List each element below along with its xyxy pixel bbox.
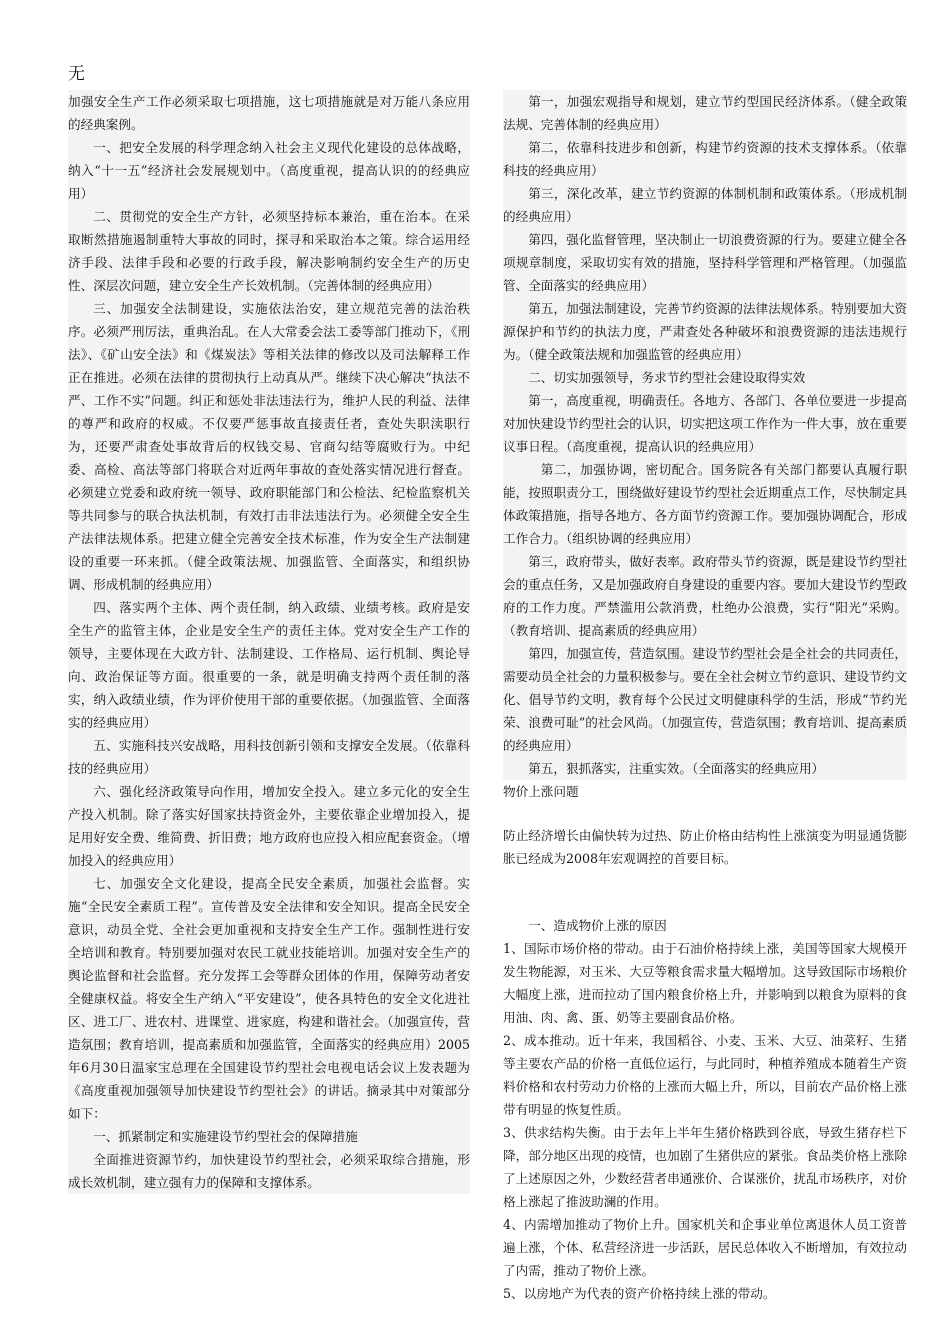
- list-item: 5、以房地产为代表的资产价格持续上涨的带动。: [503, 1286, 776, 1301]
- paragraph: 六、强化经济政策导向作用，增加安全投入。建立多元化的安全生产投入机制。除了落实好国家扶持资金外，主要依靠企业增加投入，提足用好安全费、维简费、折旧费；地方政府也应投入相应配套资金。（增加投入的经典应用）: [68, 784, 470, 868]
- paragraph: 全面推进资源节约，加快建设节约型社会，必须采取综合措施，形成长效机制，建立强有力的保障和支撑体系。: [68, 1152, 470, 1190]
- paragraph: 第四，强化监督管理，坚决制止一切浪费资源的行为。要建立健全各项规章制度，采取切实有效的措施，坚持科学管理和严格管理。（加强监管、全面落实的经典应用）: [503, 232, 907, 293]
- paragraph: 第五，狠抓落实，注重实效。（全面落实的经典应用）: [528, 761, 825, 776]
- paragraph: 防止经济增长由偏快转为过热、防止价格由结构性上涨演变为明显通货膨胀已经成为2008年宏观调控的首要目标。: [503, 828, 907, 866]
- list-item: 3、供求结构失衡。由于去年上半年生猪价格跌到谷底，导致生猪存栏下降，部分地区出现的疫情，也加剧了生猪供应的紧张。食品类价格上涨除了上述原因之外，少数经营者串通涨价、合谋涨价，扰乱市场秩序，对价格上涨起了推波助澜的作用。: [503, 1125, 907, 1209]
- paragraph: 加强安全生产工作必须采取七项措施，这七项措施就是对万能八条应用的经典案例。: [68, 94, 470, 132]
- paragraph: 一、把安全发展的科学理念纳入社会主义现代化建设的总体战略，纳入“十一五”经济社会发展规划中。（高度重视，提高认识的的经典应用）: [68, 140, 470, 201]
- document-title: 无: [68, 64, 85, 84]
- list-item: 2、成本推动。近十年来，我国稻谷、小麦、玉米、大豆、油菜籽、生猪等主要农产品的价格一直低位运行，与此同时，种植养殖成本随着生产资料价格和农村劳动力价格的上涨而大幅上升，所以，目前农产品价格上涨带有明显的恢复性质。: [503, 1033, 907, 1117]
- paragraph: 第三，深化改革，建立节约资源的体制机制和政策体系。（形成机制的经典应用）: [503, 186, 907, 224]
- heading-price-rise: 物价上涨问题: [503, 784, 579, 799]
- paragraph: 第五，加强法制建设，完善节约资源的法律法规体系。特别要加大资源保护和节约的执法力度，严肃查处各种破坏和浪费资源的违法违规行为。（健全政策法规和加强监管的经典应用）: [503, 301, 907, 362]
- paragraph: 第一，加强宏观指导和规划，建立节约型国民经济体系。（健全政策法规、完善体制的经典应用）: [503, 94, 907, 132]
- paragraph: 第二，依靠科技进步和创新，构建节约资源的技术支撑体系。（依靠科技的经典应用）: [503, 140, 907, 178]
- paragraph: 七、加强安全文化建设，提高全民安全素质，加强社会监督。实施“全民安全素质工程”。宣传普及安全法律和安全知识。提高全民安全意识，动员全党、全社会更加重视和支持安全生产工作。强制性进行安全培训和教育。特别要加强对农民工就业技能培训。加强对安全生产的舆论监督和社会监督。充分发挥工会等群众团体的作用，保障劳动者安全健康权益。将安全生产纳入“平安建设”，使各具特色的安全文化进社区、进工厂、进农村、进课堂、进家庭，构建和谐社会。（加强宣传，营造氛围；教育培训，提高素质和加强监管，全面落实的经典应用）2005年6月30日温家宝总理在全国建设节约型社会电视电话会议上发表题为《高度重视加强领导加快建设节约型社会》的讲话。摘录其中对策部分如下：: [68, 876, 470, 1121]
- section-heading: 一、造成物价上涨的原因: [528, 918, 667, 933]
- right-column: [503, 90, 907, 1305]
- paragraph: 第一，高度重视，明确责任。各地方、各部门、各单位要进一步提高对加快建设节约型社会的认识，切实把这项工作作为一件大事，放在重要议事日程。（高度重视，提高认识的经典应用）: [503, 393, 907, 454]
- paragraph: 三、加强安全法制建设，实施依法治安，建立规范完善的法治秩序。必须严刑厉法，重典治乱。在人大常委会法工委等部门推动下，《刑法》、《矿山安全法》和《煤炭法》等相关法律的修改以及司法解释工作正在推进。必须在法律的贯彻执行上动真从严。继续下决心解决“执法不严、工作不实”问题。纠正和惩处非法违法行为，维护人民的利益、法律的尊严和政府的权威。不仅要严惩事故直接责任者，查处失职渎职行为，还要严肃查处事故背后的权钱交易、官商勾结等腐败行为。中纪委、高检、高法等部门将联合对近两年事故的查处落实情况进行督查。必须建立党委和政府统一领导、政府职能部门和公检法、纪检监察机关等共同参与的联合执法机制，有效打击非法违法行为。必须健全安全生产法律法规体系。把建立健全完善安全技术标准，作为安全生产法制建设的重要一环来抓。（健全政策法规、加强监管、全面落实，和组织协调、形成机制的经典应用）: [68, 301, 470, 592]
- section-heading: 二、切实加强领导，务求节约型社会建设取得实效: [528, 370, 806, 385]
- paragraph: 四、落实两个主体、两个责任制，纳入政绩、业绩考核。政府是安全生产的监管主体，企业是安全生产的责任主体。党对安全生产工作的领导，主要体现在大政方针、法制建设、工作格局、运行机制、舆论导向、政治保证等方面。很重要的一条，就是明确支持两个责任制的落实，纳入政绩业绩，作为评价使用干部的重要依据。（加强监管、全面落实的经典应用）: [68, 600, 470, 730]
- left-column: [68, 90, 470, 1194]
- paragraph: 二、贯彻党的安全生产方针，必须坚持标本兼治，重在治本。在采取断然措施遏制重特大事故的同时，探寻和采取治本之策。综合运用经济手段、法律手段和必要的行政手段，解决影响制约安全生产的历史性、深层次问题，建立安全生产长效机制。（完善体制的经典应用）: [68, 209, 470, 293]
- paragraph: 第四，加强宣传，营造氛围。建设节约型社会是全社会的共同责任，需要动员全社会的力量积极参与。要在全社会树立节约意识、建设节约文化、倡导节约文明，教育每个公民过文明健康科学的生活，形成“节约光荣、浪费可耻”的社会风尚。（加强宣传，营造氛围；教育培训、提高素质的经典应用）: [503, 646, 907, 753]
- paragraph: 五、实施科技兴安战略，用科技创新引领和支撑安全发展。（依靠科技的经典应用）: [68, 738, 470, 776]
- left-shaded-block: [68, 90, 470, 1194]
- section-heading: 一、抓紧制定和实施建设节约型社会的保障措施: [93, 1129, 358, 1144]
- right-shaded-block: [503, 90, 907, 780]
- paragraph: 第三，政府带头，做好表率。政府带头节约资源，既是建设节约型社会的重点任务，又是加强政府自身建设的重要内容。要加大建设节约型政府的工作力度。严禁滥用公款消费，杜绝办公浪费，实行“阳光”采购。（教育培训、提高素质的经典应用）: [503, 554, 907, 638]
- list-item: 4、内需增加推动了物价上升。国家机关和企事业单位离退休人员工资普遍上涨，个体、私营经济进一步活跃，居民总体收入不断增加，有效拉动了内需，推动了物价上涨。: [503, 1217, 907, 1278]
- paragraph: 第二，加强协调，密切配合。国务院各有关部门都要认真履行职能，按照职责分工，围绕做好建设节约型社会近期重点工作，尽快制定具体政策措施，指导各地方、各方面节约资源工作。要加强协调配合，形成工作合力。（组织协调的经典应用）: [503, 462, 907, 546]
- list-item: 1、国际市场价格的带动。由于石油价格持续上涨，美国等国家大规模开发生物能源，对玉米、大豆等粮食需求量大幅增加。这导致国际市场粮价大幅度上涨，进而拉动了国内粮食价格上升，并影响到以粮食为原料的食用油、肉、禽、蛋、奶等主要副食品价格。: [503, 941, 907, 1025]
